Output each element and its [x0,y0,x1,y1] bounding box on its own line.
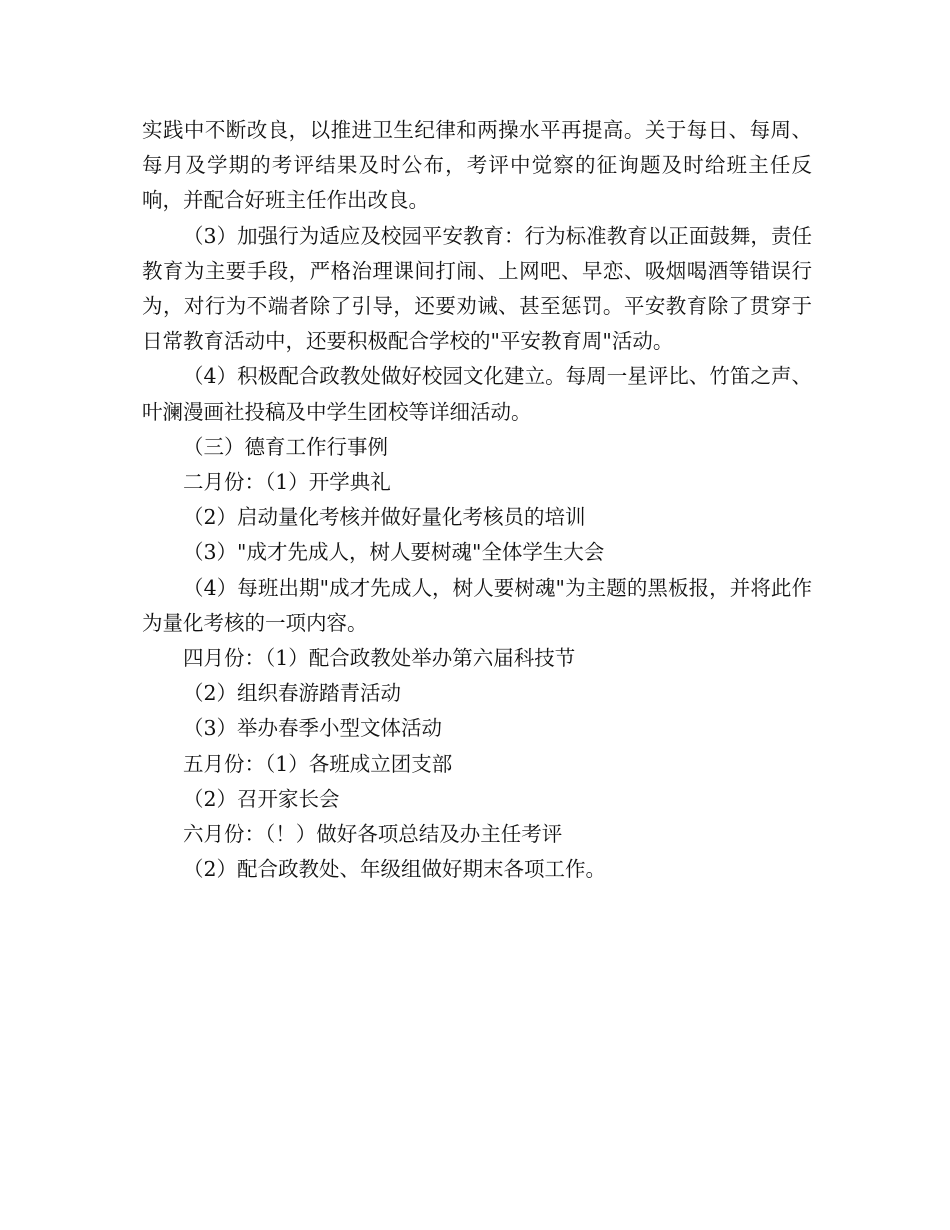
schedule-may: 五月份：（1）各班成立团支部 [183,751,453,776]
paragraph-behavior-safety-education: （3）加强行为适应及校园平安教育：行为标准教育以正面鼓舞，责任教育为主要手段，严格治理课间打闹、上网吧、早恋、吸烟喝酒等错误行为，对行为不端者除了引导，还要劝诫、甚至惩罚。平安教育除了贯穿于日常教育活动中，还要积极配合学校的"平安教育周"活动。 [142,223,812,354]
schedule-june: 六月份：（！）做好各项总结及办主任考评 [183,822,563,847]
schedule-may-item-2: （2）召开家长会 [183,786,340,811]
schedule-february: 二月份：（1）开学典礼 [183,470,391,495]
schedule-june-item-2: （2）配合政教处、年级组做好期末各项工作。 [183,857,607,882]
schedule-heading: （三）德育工作行事例 [183,434,388,459]
schedule-april: 四月份：（1）配合政教处举办第六届科技节 [183,646,576,671]
schedule-february-item-2: （2）启动量化考核并做好量化考核员的培训 [183,505,586,530]
paragraph-hygiene-discipline: 实践中不断改良，以推进卫生纪律和两操水平再提高。关于每日、每周、每月及学期的考评结果及时公布，考评中觉察的征询题及时给班主任反响，并配合好班主任作出改良。 [142,118,812,213]
schedule-february-item-4: （4）每班出期"成才先成人，树人要树魂"为主题的黑板报，并将此作为量化考核的一项内容。 [142,575,812,635]
schedule-february-item-3: （3）"成才先成人，树人要树魂"全体学生大会 [183,540,605,565]
schedule-april-item-3: （3）举办春季小型文体活动 [183,716,443,741]
paragraph-campus-culture: （4）积极配合政教处做好校园文化建立。每周一星评比、竹笛之声、叶澜漫画社投稿及中学生团校等详细活动。 [142,364,812,424]
document-body [142,113,812,887]
schedule-april-item-2: （2）组织春游踏青活动 [183,681,402,706]
